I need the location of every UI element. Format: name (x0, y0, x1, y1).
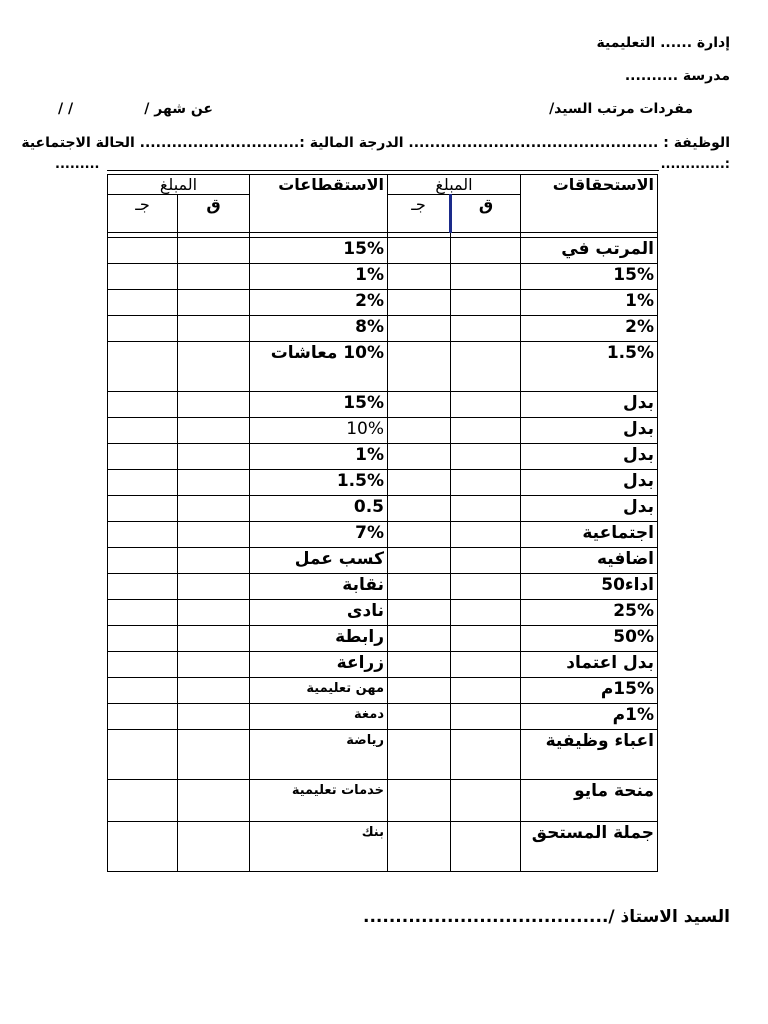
table-row (108, 470, 658, 496)
table-row (108, 342, 658, 392)
deduction-cell: 10% (250, 418, 388, 444)
entitlement-cell: اداء50 (521, 574, 658, 600)
deduction-pound-cell (108, 342, 178, 392)
deduction-piaster-cell (178, 264, 250, 290)
entitlement-piaster-cell (451, 290, 521, 316)
deduction-piaster-cell (178, 470, 250, 496)
salary-details-label: مفردات مرتب السيد/ (549, 101, 693, 117)
entitlement-piaster-cell (451, 704, 521, 730)
entitlement-piaster-cell (451, 652, 521, 678)
deduction-cell: 1% (250, 264, 388, 290)
administration-line: إدارة ...... التعليمية (596, 35, 730, 51)
table-row (108, 822, 658, 872)
entitlement-pound-cell (388, 392, 451, 418)
deduction-cell: 15% (250, 392, 388, 418)
entitlement-pound-cell (388, 626, 451, 652)
deduction-pound-cell (108, 418, 178, 444)
table-row (108, 418, 658, 444)
entitlement-piaster-cell (451, 470, 521, 496)
status-line-tail: :............. (660, 157, 730, 172)
entitlement-cell: 1%م (521, 704, 658, 730)
deduction-pound-cell (108, 290, 178, 316)
deduction-cell: 1.5% (250, 470, 388, 496)
entitlement-cell: بدل اعتماد (521, 652, 658, 678)
entitlement-cell: بدل (521, 496, 658, 522)
deduction-piaster-cell (178, 704, 250, 730)
entitlement-cell: 15%م (521, 678, 658, 704)
deduction-piaster-cell (178, 548, 250, 574)
entitlements-header: الاستحقاقات (521, 175, 658, 233)
entitlement-pound-cell (388, 600, 451, 626)
deduction-pound-cell (108, 678, 178, 704)
deduction-pound-cell (108, 238, 178, 264)
table-row (108, 730, 658, 780)
deduction-piaster-cell (178, 600, 250, 626)
deduction-piaster-cell (178, 822, 250, 872)
deduction-pound-cell (108, 626, 178, 652)
entitlement-pound-cell (388, 574, 451, 600)
month-label: عن شهر / (144, 101, 213, 117)
deduction-piaster-cell (178, 496, 250, 522)
deductions-header: الاستقطاعات (250, 175, 388, 233)
deduction-cell: كسب عمل (250, 548, 388, 574)
deduction-piaster-cell (178, 522, 250, 548)
entitlements-amount-header: المبلغ (388, 175, 521, 195)
entitlement-pound-cell (388, 730, 451, 780)
table-row (108, 392, 658, 418)
deduction-pound-cell (108, 822, 178, 872)
piaster-header: ق (451, 195, 521, 233)
deduction-piaster-cell (178, 418, 250, 444)
divider (107, 170, 659, 171)
deduction-pound-cell (108, 522, 178, 548)
deduction-piaster-cell (178, 574, 250, 600)
entitlement-pound-cell (388, 704, 451, 730)
deduction-cell: 1% (250, 444, 388, 470)
deduction-cell: خدمات تعليمية (250, 780, 388, 822)
pound-header: جـ (108, 195, 178, 233)
deduction-pound-cell (108, 730, 178, 780)
table-row (108, 522, 658, 548)
entitlement-piaster-cell (451, 522, 521, 548)
table-row (108, 264, 658, 290)
deduction-piaster-cell (178, 652, 250, 678)
deduction-pound-cell (108, 496, 178, 522)
deduction-pound-cell (108, 652, 178, 678)
table-header-row (108, 175, 658, 195)
entitlement-pound-cell (388, 418, 451, 444)
entitlement-pound-cell (388, 678, 451, 704)
entitlement-pound-cell (388, 652, 451, 678)
entitlement-piaster-cell (451, 678, 521, 704)
entitlement-piaster-cell (451, 574, 521, 600)
piaster-header: ق (178, 195, 250, 233)
table-row (108, 444, 658, 470)
entitlement-piaster-cell (451, 444, 521, 470)
deduction-pound-cell (108, 574, 178, 600)
deduction-pound-cell (108, 600, 178, 626)
deduction-cell: نقابة (250, 574, 388, 600)
deduction-pound-cell (108, 316, 178, 342)
entitlement-cell: جملة المستحق (521, 822, 658, 872)
deduction-pound-cell (108, 264, 178, 290)
deduction-cell: رابطة (250, 626, 388, 652)
deduction-piaster-cell (178, 316, 250, 342)
entitlement-pound-cell (388, 470, 451, 496)
entitlement-pound-cell (388, 264, 451, 290)
entitlement-cell: بدل (521, 470, 658, 496)
deduction-piaster-cell (178, 238, 250, 264)
entitlement-pound-cell (388, 290, 451, 316)
table-row (108, 600, 658, 626)
entitlement-pound-cell (388, 548, 451, 574)
deduction-piaster-cell (178, 780, 250, 822)
deduction-cell: 7% (250, 522, 388, 548)
table-row (108, 652, 658, 678)
deduction-piaster-cell (178, 290, 250, 316)
deduction-cell: 2% (250, 290, 388, 316)
deductions-amount-header: المبلغ (108, 175, 250, 195)
entitlement-piaster-cell (451, 238, 521, 264)
entitlement-piaster-cell (451, 316, 521, 342)
table-row (108, 626, 658, 652)
job-grade-status-line: الوظيفة : ............................................... الدرجة المالية :.............................. الحالة الاجتماعية (21, 135, 730, 151)
deduction-pound-cell (108, 780, 178, 822)
deduction-cell: 15% (250, 238, 388, 264)
entitlement-cell: 1.5% (521, 342, 658, 392)
entitlement-piaster-cell (451, 342, 521, 392)
table-row (108, 574, 658, 600)
table-row (108, 548, 658, 574)
table-row (108, 704, 658, 730)
entitlement-piaster-cell (451, 822, 521, 872)
deduction-cell: بنك (250, 822, 388, 872)
entitlement-cell: بدل (521, 444, 658, 470)
entitlement-cell: 2% (521, 316, 658, 342)
entitlement-pound-cell (388, 444, 451, 470)
entitlement-cell: 25% (521, 600, 658, 626)
entitlement-piaster-cell (451, 600, 521, 626)
table-row (108, 780, 658, 822)
deduction-cell: مهن تعليمية (250, 678, 388, 704)
salary-table (107, 174, 658, 872)
deduction-pound-cell (108, 470, 178, 496)
deduction-piaster-cell (178, 342, 250, 392)
deduction-cell: زراعة (250, 652, 388, 678)
deduction-pound-cell (108, 704, 178, 730)
entitlement-cell: اعباء وظيفية (521, 730, 658, 780)
table-row (108, 316, 658, 342)
entitlement-piaster-cell (451, 548, 521, 574)
deduction-pound-cell (108, 392, 178, 418)
entitlement-pound-cell (388, 496, 451, 522)
table-row (108, 238, 658, 264)
entitlement-cell: 1% (521, 290, 658, 316)
entitlement-pound-cell (388, 780, 451, 822)
deduction-piaster-cell (178, 730, 250, 780)
school-line: مدرسة .......... (624, 68, 730, 84)
deduction-piaster-cell (178, 678, 250, 704)
entitlement-cell: بدل (521, 418, 658, 444)
deduction-pound-cell (108, 444, 178, 470)
entitlement-cell: 50% (521, 626, 658, 652)
entitlement-piaster-cell (451, 418, 521, 444)
entitlement-cell: 15% (521, 264, 658, 290)
deduction-cell: 8% (250, 316, 388, 342)
entitlement-piaster-cell (451, 264, 521, 290)
entitlement-piaster-cell (451, 626, 521, 652)
deduction-piaster-cell (178, 626, 250, 652)
entitlement-piaster-cell (451, 780, 521, 822)
date-slashes: / / (58, 101, 74, 117)
deduction-cell: رياضة (250, 730, 388, 780)
pound-header: جـ (388, 195, 451, 233)
deduction-cell: 10% معاشات (250, 342, 388, 392)
entitlement-cell: بدل (521, 392, 658, 418)
deduction-cell: نادى (250, 600, 388, 626)
entitlement-cell: المرتب في (521, 238, 658, 264)
deduction-piaster-cell (178, 444, 250, 470)
entitlement-pound-cell (388, 342, 451, 392)
table-row (108, 496, 658, 522)
entitlement-piaster-cell (451, 730, 521, 780)
table-row (108, 290, 658, 316)
signature-line: السيد الاستاذ /...................................... (363, 907, 730, 927)
entitlement-cell: اضافيه (521, 548, 658, 574)
table-row (108, 678, 658, 704)
entitlement-pound-cell (388, 316, 451, 342)
entitlement-piaster-cell (451, 496, 521, 522)
deduction-pound-cell (108, 548, 178, 574)
deduction-cell: 0.5 (250, 496, 388, 522)
entitlement-pound-cell (388, 522, 451, 548)
entitlement-cell: اجتماعية (521, 522, 658, 548)
entitlement-pound-cell (388, 822, 451, 872)
deduction-piaster-cell (178, 392, 250, 418)
entitlement-pound-cell (388, 238, 451, 264)
entitlement-cell: منحة مايو (521, 780, 658, 822)
deduction-cell: دمغة (250, 704, 388, 730)
status-line-tail-left: ......... (55, 157, 100, 172)
entitlement-piaster-cell (451, 392, 521, 418)
